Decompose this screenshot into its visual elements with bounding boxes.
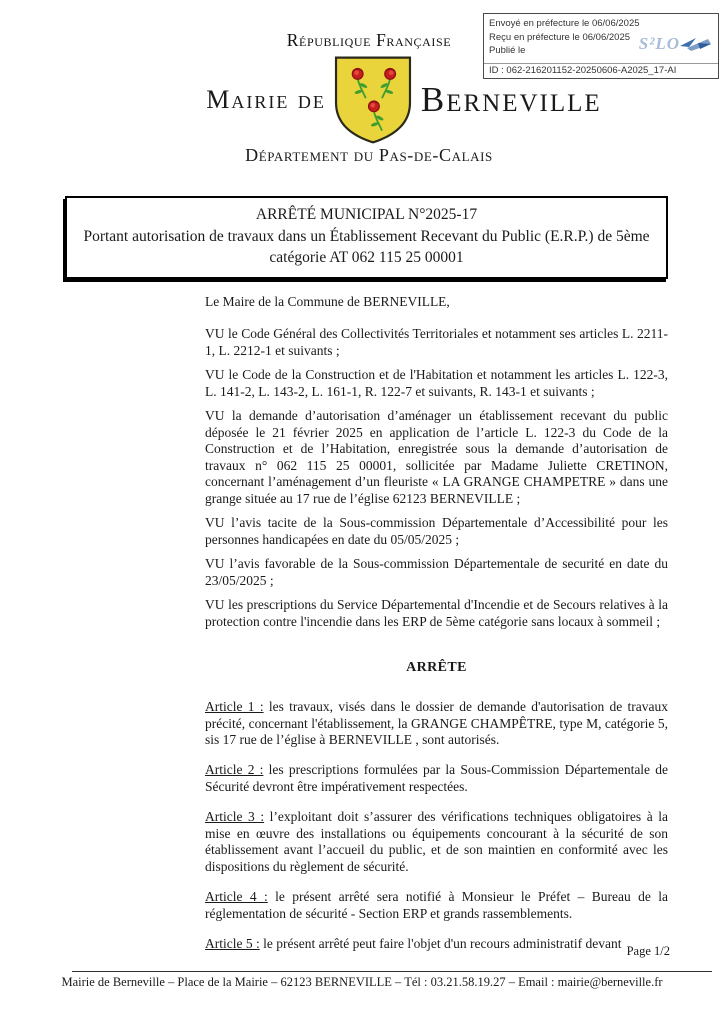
republique-francaise-title: République Française: [286, 30, 452, 50]
stamp-id-line: ID : 062-216201152-20250606-A2025_17-AI: [484, 63, 718, 78]
footer-address: Mairie de Berneville – Place de la Mairie – 62123 BERNEVILLE – Tél : 03.21.58.19.27 – Email : mairie@berneville.fr: [61, 975, 663, 989]
footer-divider: [72, 971, 712, 972]
article-5-text: le présent arrêté peut faire l'objet d'un recours administratif devant: [263, 936, 622, 952]
s2lo-logo-text: S²LO: [638, 34, 680, 53]
vu-paragraph: VU la demande d’autorisation d’aménager un établissement recevant du public déposée le 21 février 2025 en application de l’article L. 122-3 du Code de la Construction et de l’Habitation, enregistrée sous la demande d’autorisation de travaux n° 062 115 25 00001, sollicitée par Madame Juliette CRETINON, concernant l’aménagement d’un fleuriste « LA GRANGE CHAMPETRE » dans une grange située au 17 rue de l’église 62123 BERNEVILLE ;: [205, 408, 668, 506]
article-3-paragraph: [205, 809, 668, 875]
arrete-subject-line: Portant autorisation de travaux dans un Établissement Recevant du Public (E.R.P.) de 5ème catégorie AT 062 115 25 00001: [83, 227, 650, 267]
article-4-text: le présent arrêté sera notifié à Monsieur le Préfet – Bureau de la réglementation de sécurité - Section ERP et grands rassemblements.: [205, 889, 669, 921]
article-3-label: Article 3 :: [205, 809, 265, 825]
arrete-number-line: ARRÊTÉ MUNICIPAL N°2025-17: [255, 206, 478, 223]
arrete-heading: ARRÊTE: [406, 659, 467, 675]
article-2-paragraph: [205, 762, 668, 795]
article-5-label: Article 5 :: [205, 936, 260, 952]
commune-name: Berneville: [420, 80, 602, 119]
vu-paragraph: VU les prescriptions du Service Départemental d'Incendie et de Secours relatives à la protection contre l'incendie dans les ERP de 5ème catégorie sans locaux à sommeil ;: [205, 597, 668, 629]
mairie-header-row: [42, 52, 724, 148]
document-body: [205, 294, 668, 967]
page-number: Page 1/2: [626, 944, 670, 958]
stamp-sent-line: Envoyé en préfecture le 06/06/2025: [489, 18, 640, 29]
article-4-paragraph: [205, 889, 668, 922]
stamp-received-line: Reçu en préfecture le 06/06/2025: [489, 31, 631, 43]
vu-paragraph: VU le Code Général des Collectivités Territoriales et notamment ses articles L. 2211-1, L. 2212-1 et suivants ;: [205, 326, 668, 358]
vu-paragraph: VU le Code de la Construction et de l'Habitation et notamment les articles L. 122-3, L. 141-2, L. 143-2, L. 161-1, R. 122-7 et suivants, R. 143-1 et suivants ;: [205, 367, 668, 399]
arrete-title-box: [65, 196, 668, 279]
article-1-label: Article 1 :: [205, 699, 264, 715]
vu-paragraph: VU l’avis tacite de la Sous-commission Départementale d’Accessibilité pour les personnes handicapées en date du 05/05/2025 ;: [205, 515, 668, 547]
article-2-label: Article 2 :: [205, 762, 264, 778]
article-3-text: l’exploitant doit s’assurer des vérifications techniques obligatoires à la mise en œuvre des installations ou équipements concourant à la sécurité de son établissement avant l’accueil du public, et de son maintien en conformité avec les dispositions du règlement de sécurité.: [205, 809, 669, 874]
article-1-paragraph: [205, 699, 668, 748]
stamp-published-line: Publié le: [489, 45, 526, 56]
mairie-de-label: Mairie de: [206, 85, 326, 114]
departement-title: Département du Pas-de-Calais: [245, 145, 493, 165]
article-2-text: les prescriptions formulées par la Sous-Commission Départementale de Sécurité devront être impérativement respectées.: [205, 762, 669, 794]
vu-paragraph: VU l’avis favorable de la Sous-commission Départementale de securité en date du 23/05/2025 ;: [205, 556, 668, 588]
berneville-coat-of-arms: [332, 54, 414, 146]
article-4-label: Article 4 :: [205, 889, 268, 905]
article-1-text: les travaux, visés dans le dossier de demande d'autorisation de travaux précité, concernant l'établissement, la GRANGE CHAMPÊTRE, type M, catégorie 5, sis 17 rue de l’église à BERNEVILLE , sont autorisés.: [205, 699, 669, 747]
salutation: Le Maire de la Commune de BERNEVILLE,: [205, 294, 450, 309]
article-5-paragraph: [205, 936, 668, 952]
